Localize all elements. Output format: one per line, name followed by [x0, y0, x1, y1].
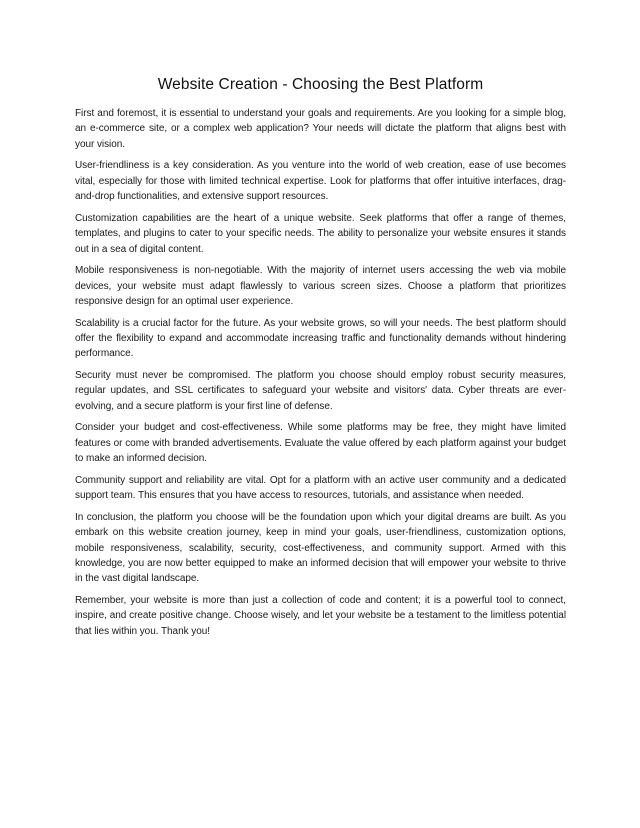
paragraph-security: Security must never be compromised. The platform you choose should employ robust security measures, regular updates, and SSL certificates to safeguard your website and visitors' data. Cyber threats are ever-evolving, and a secure platform is your first line of defense. — [75, 370, 566, 412]
document-page — [75, 76, 566, 645]
paragraph-customization: Customization capabilities are the heart of a unique website. Seek platforms that offer a range of themes, templates, and plugins to cater to your specific needs. The ability to personalize your website ensures it stands out in a sea of digital content. — [75, 212, 566, 255]
paragraph-budget: Consider your budget and cost-effectiveness. While some platforms may be free, they might have limited features or come with branded advertisements. Evaluate the value offered by each platform against your budget to make an informed decision. — [75, 422, 566, 465]
paragraph-closing: Remember, your website is more than just a collection of code and content; it is a powerful tool to connect, inspire, and create positive change. Choose wisely, and let your website be a testament to the limitless potential that lies within you. Thank you! — [75, 595, 566, 637]
paragraph-scalability: Scalability is a crucial factor for the future. As your website grows, so will your needs. The best platform should offer the flexibility to expand and accommodate increasing traffic and functionality demands without hindering performance. — [75, 317, 566, 360]
paragraph-community-support: Community support and reliability are vital. Opt for a platform with an active user community and a dedicated support team. This ensures that you have access to resources, tutorials, and assistance when needed. — [75, 474, 566, 502]
paragraph-goals: First and foremost, it is essential to understand your goals and requirements. Are you looking for a simple blog, an e-commerce site, or a complex web application? Your needs will dictate the platform that aligns best with your vision. — [75, 108, 566, 150]
paragraph-user-friendliness: User-friendliness is a key consideration. As you venture into the world of web creation, ease of use becomes vital, especially for those with limited technical expertise. Look for platforms that offer intuitive interfaces, drag-and-drop functionalities, and extensive support resources. — [75, 160, 566, 203]
paragraph-mobile-responsiveness: Mobile responsiveness is non-negotiable. With the majority of internet users accessing the web via mobile devices, your website must adapt flawlessly to various screen sizes. Choose a platform that prioritizes responsive design for an optimal user experience. — [75, 265, 566, 308]
document-title: Website Creation - Choosing the Best Platform — [157, 76, 484, 93]
paragraph-conclusion: In conclusion, the platform you choose will be the foundation upon which your digital dreams are built. As you embark on this website creation journey, keep in mind your goals, user-friendliness, customization options, mobile responsiveness, scalability, security, cost-effectiveness, and community support. Armed with this knowledge, you are now better equipped to make an informed decision that will empower your website to thrive in the vast digital landscape. — [75, 511, 566, 585]
